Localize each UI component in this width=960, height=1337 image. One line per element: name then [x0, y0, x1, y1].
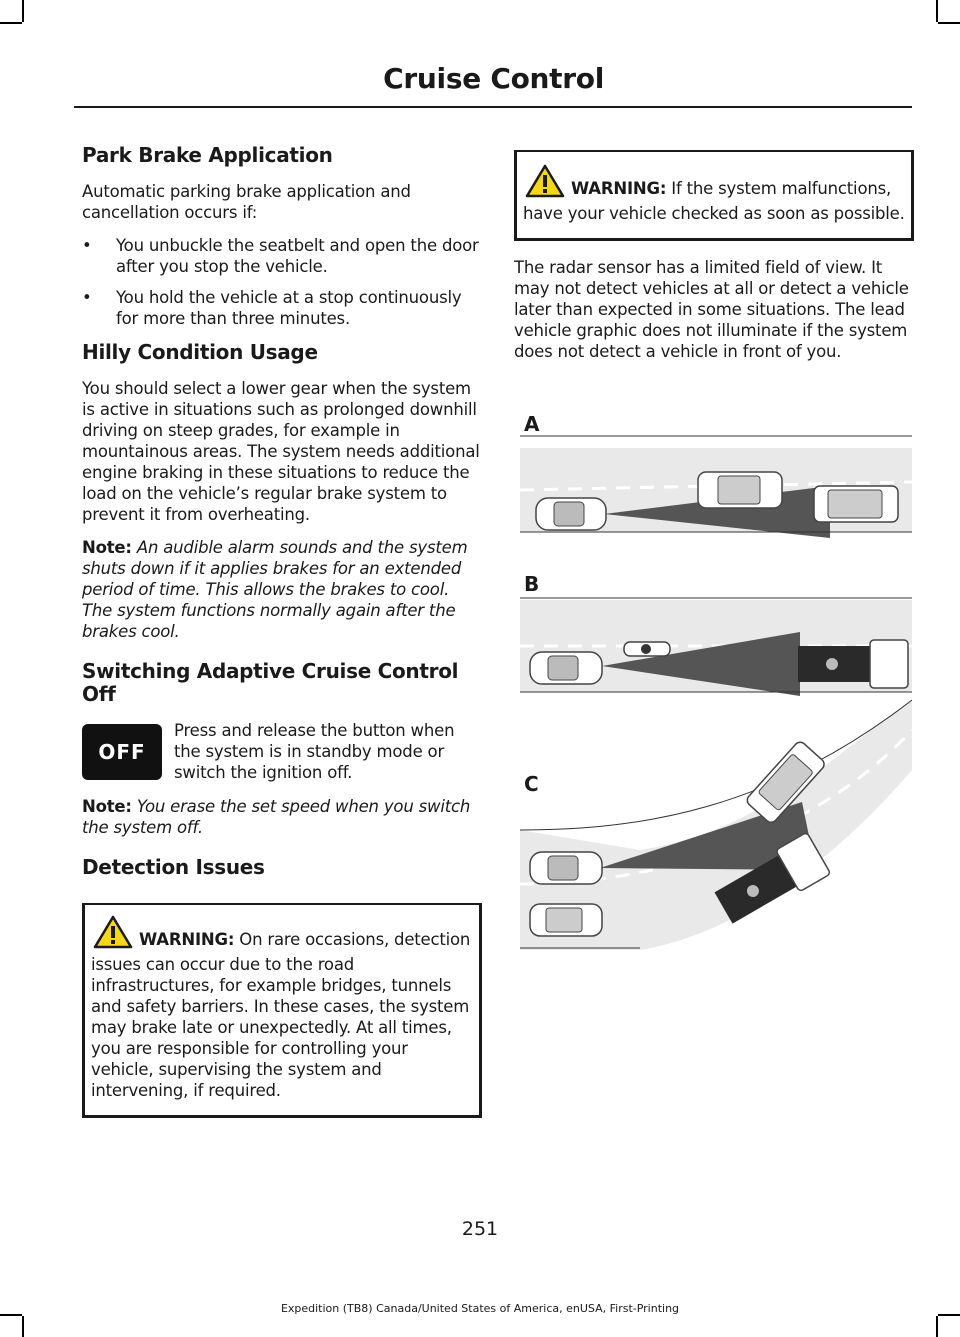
crop-mark: [0, 22, 22, 24]
warning-body: On rare occasions, detection issues can occur due to the road infrastructures, for example bridges, tunnels and safety barriers. In these cases, the system may brake late or unexpectedly. At all times, you are responsible for controlling your vehicle, supervising the system and intervening, if required.: [91, 930, 471, 1100]
crop-mark: [938, 22, 960, 24]
truck-b: [798, 640, 908, 688]
adjacent-car-a: [698, 472, 782, 508]
header-rule: [74, 106, 912, 108]
radar-detection-figure: [520, 410, 912, 950]
park-brake-heading: Park Brake Application: [82, 143, 333, 167]
note-label: Note:: [82, 538, 132, 557]
figure-label-a: A: [524, 412, 540, 436]
lead-car-a: [814, 486, 898, 522]
publication-footer: Expedition (TB8) Canada/United States of America, enUSA, First-Printing: [280, 1302, 680, 1315]
switch-off-row: [82, 720, 482, 784]
warning-text: [91, 915, 473, 1101]
switch-off-body: Press and release the button when the system is in standby mode or switch the ignition off.: [174, 721, 455, 782]
hilly-body: You should select a lower gear when the system is active in situations such as prolonged downhill driving on steep grades, for example in mountainous areas. The system needs additional engine braking in these situations to reduce the load on the vehicle’s regular brake system to prevent it from overheating.: [82, 379, 480, 524]
crop-mark: [22, 0, 24, 22]
left-column: [82, 144, 482, 1134]
warning-triangle-icon: [93, 915, 133, 954]
list-item: • You hold the vehicle at a stop continuously for more than three minutes.: [82, 287, 482, 329]
warning-label: WARNING:: [571, 179, 667, 198]
ego-car-a: [536, 498, 606, 530]
switch-off-note: [82, 796, 482, 838]
park-brake-intro: Automatic parking brake application and cancellation occurs if:: [82, 182, 411, 222]
scenario-b: [520, 598, 912, 696]
warning-triangle-icon: [525, 164, 565, 203]
crop-mark: [936, 0, 938, 22]
note-text: You erase the set speed when you switch the system off.: [82, 797, 471, 837]
off-button-icon: OFF: [82, 724, 162, 780]
crop-mark: [22, 1316, 24, 1337]
malfunction-warning-box: [514, 150, 914, 241]
radar-body: The radar sensor has a limited field of view. It may not detect vehicles at all or detect a vehicle later than expected in some situations. The lead vehicle graphic does not illuminate if the system does not detect a vehicle in front of you.: [514, 258, 909, 361]
right-column: [514, 150, 914, 374]
ego-car-b: [530, 652, 602, 684]
ego-car-c: [530, 852, 602, 884]
switch-off-heading: Switching Adaptive Cruise Control Off: [82, 659, 459, 706]
following-car-c: [530, 904, 602, 936]
detection-heading: Detection Issues: [82, 855, 265, 879]
figure-label-b: B: [524, 572, 540, 596]
scenario-a: [520, 436, 912, 538]
warning-label: WARNING:: [139, 930, 235, 949]
page-number: 251: [461, 1218, 499, 1240]
hilly-heading: Hilly Condition Usage: [82, 340, 318, 364]
list-item: • You unbuckle the seatbelt and open the door after you stop the vehicle.: [82, 235, 482, 277]
crop-mark: [936, 1316, 938, 1337]
scenario-c: [520, 700, 912, 950]
warning-body: If the system malfunctions, have your vehicle checked as soon as possible.: [523, 179, 905, 223]
radar-scenarios-illustration: [520, 410, 912, 950]
figure-label-c: C: [524, 772, 539, 796]
warning-text: [523, 164, 905, 224]
detection-warning-box: [82, 903, 482, 1118]
note-label: Note:: [82, 797, 132, 816]
hilly-note: [82, 537, 482, 642]
page-title: Cruise Control: [383, 62, 604, 95]
park-brake-list: [82, 235, 482, 329]
note-text: An audible alarm sounds and the system shuts down if it applies brakes for an extended period of time. This allows the brakes to cool. The system functions normally again after the brakes cool.: [82, 538, 468, 641]
motorcycle-b: [624, 642, 670, 656]
